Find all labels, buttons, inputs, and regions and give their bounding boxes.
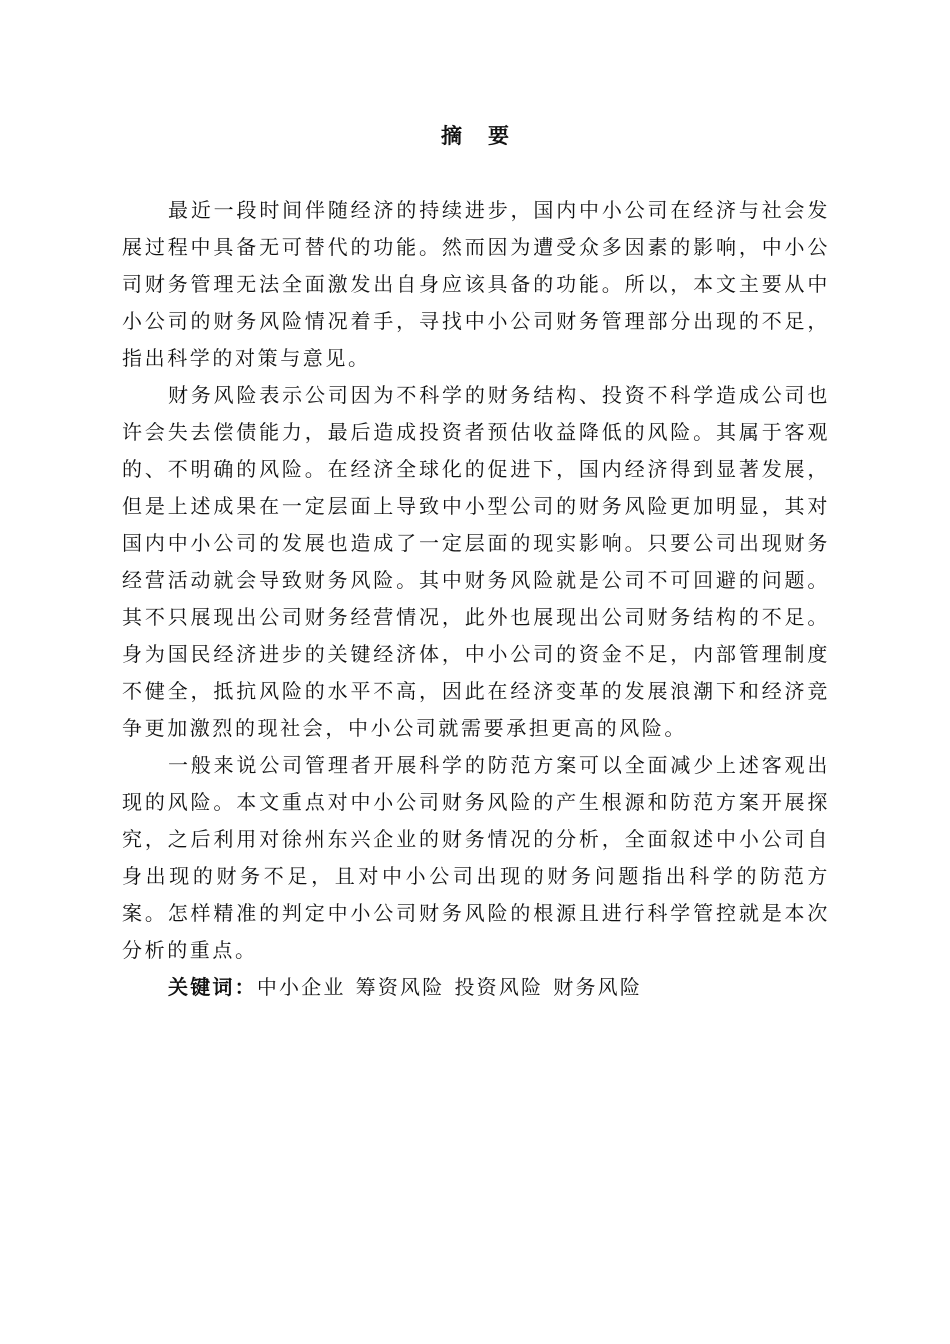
abstract-title: 摘要 (441, 123, 535, 148)
keyword-2: 筹资风险 (355, 975, 445, 999)
abstract-paragraph-1: 最近一段时间伴随经济的持续进步，国内中小公司在经济与社会发展过程中具备无可替代的功能。然而因为遭受众多因素的影响，中小公司财务管理无法全面激发出自身应该具备的功能。所以，本文主要从中小公司的财务风险情况着手，寻找中小公司财务管理部分出现的不足，指出科学的对策与意见。 (122, 198, 830, 370)
abstract-paragraph-3: 一般来说公司管理者开展科学的防范方案可以全面减少上述客观出现的风险。本文重点对中小公司财务风险的产生根源和防范方案开展探究，之后利用对徐州东兴企业的财务情况的分析，全面叙述中小公司自身出现的财务不足，且对中小公司出现的财务问题指出科学的防范方案。怎样精准的判定中小公司财务风险的根源且进行科学管控就是本次分析的重点。 (122, 753, 830, 962)
keyword-3: 投资风险 (454, 975, 544, 999)
keywords-line (122, 969, 830, 1006)
keyword-1: 中小企业 (256, 975, 346, 999)
keywords-label: 关键词： (168, 975, 257, 999)
abstract-body (122, 192, 830, 1006)
keyword-4: 财务风险 (553, 975, 643, 999)
abstract-paragraph-2: 财务风险表示公司因为不科学的财务结构、投资不科学造成公司也许会失去偿债能力，最后造成投资者预估收益降低的风险。其属于客观的、不明确的风险。在经济全球化的促进下，国内经济得到显著发展，但是上述成果在一定层面上导致中小型公司的财务风险更加明显，其对国内中小公司的发展也造成了一定层面的现实影响。只要公司出现财务经营活动就会导致财务风险。其中财务风险就是公司不可回避的问题。其不只展现出公司财务经营情况，此外也展现出公司财务结构的不足。身为国民经济进步的关键经济体，中小公司的资金不足，内部管理制度不健全，抵抗风险的水平不高，因此在经济变革的发展浪潮下和经济竞争更加激烈的现社会，中小公司就需要承担更高的风险。 (122, 383, 830, 740)
